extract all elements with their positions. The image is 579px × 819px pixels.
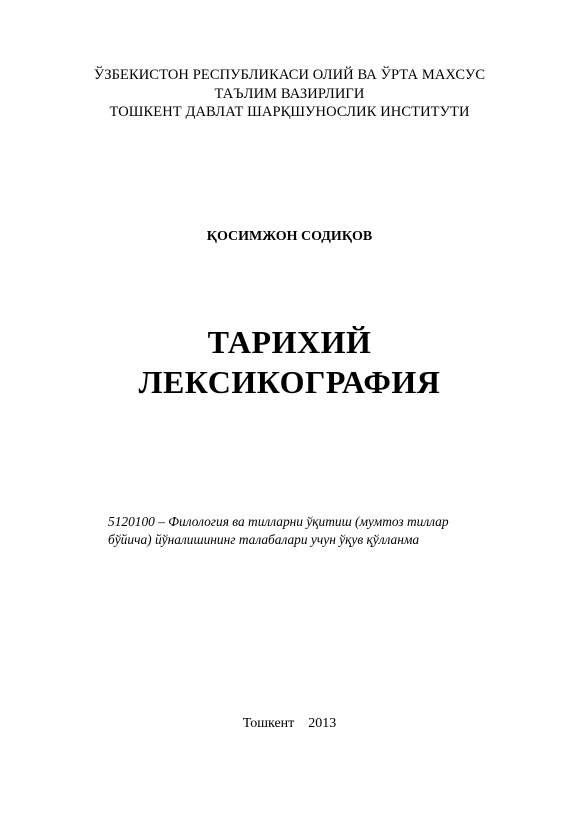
subtitle-line-2: бўйича) йўналишининг талабалари учун ўқув қўлланма	[108, 532, 420, 547]
title-line-1: ТАРИХИЙ	[207, 324, 372, 360]
publication-place-year	[0, 715, 579, 733]
author-name: ҚОСИМЖОН СОДИҚОВ	[206, 229, 373, 244]
book-title	[0, 322, 579, 402]
publication-year: 2013	[308, 716, 337, 731]
book-subtitle	[108, 513, 498, 549]
ministry-line-2: ТАЪЛИМ ВАЗИРЛИГИ	[214, 85, 365, 102]
ministry-line-1: ЎЗБЕКИСТОН РЕСПУБЛИКАСИ ОЛИЙ ВА ЎРТА МАХСУС	[93, 67, 486, 83]
publication-city: Тошкент	[242, 716, 295, 731]
institute-name: ТОШКЕНТ ДАВЛАТ ШАРҚШУНОСЛИК ИНСТИТУТИ	[109, 104, 470, 120]
institution-header	[0, 66, 579, 122]
subtitle-line-1: 5120100 – Филология ва тилларни ўқитиш (мумтоз тиллар	[108, 514, 449, 529]
title-line-2: ЛЕКСИКОГРАФИЯ	[138, 364, 441, 400]
